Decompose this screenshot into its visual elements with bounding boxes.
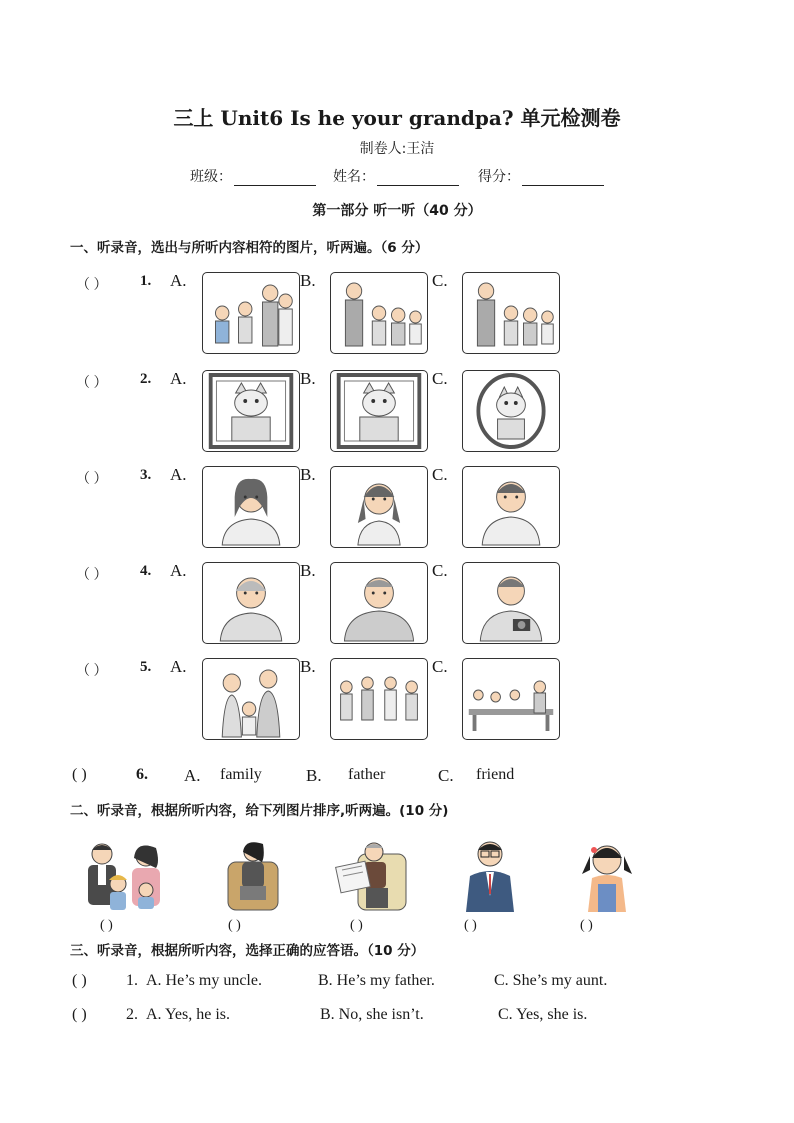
s3-q1-paren[interactable]: ( ): [72, 972, 87, 989]
s3-q2-option-a[interactable]: A. Yes, he is.: [146, 1006, 231, 1023]
q6-paren[interactable]: ( ): [72, 766, 87, 783]
girl-portrait-icon[interactable]: [330, 466, 428, 548]
name-blank[interactable]: [377, 171, 459, 186]
score-field[interactable]: [478, 166, 604, 186]
maker-line: 制卷人:王洁: [359, 141, 435, 157]
grandma-portrait-icon[interactable]: [202, 562, 300, 644]
boy-portrait-icon[interactable]: [462, 466, 560, 548]
q3-answer-blank[interactable]: （ ）: [76, 472, 108, 487]
q1-number: 1.: [140, 273, 152, 289]
section2-blank-4[interactable]: ( ): [464, 918, 477, 933]
s3-q2-option-b[interactable]: B. No, she isn’t.: [320, 1006, 424, 1023]
family-portrait-icon[interactable]: [202, 658, 300, 740]
s3-q2-num: 2.: [126, 1006, 138, 1023]
man-camera-icon[interactable]: [462, 562, 560, 644]
grandpa-portrait-icon[interactable]: [330, 562, 428, 644]
section2-blank-2[interactable]: ( ): [228, 918, 241, 933]
section2-heading: 二、听录音，根据所听内容，给下列图片排序,听两遍。(10 分): [70, 803, 449, 819]
score-label: 得分：: [478, 169, 520, 185]
q6-option-a-word[interactable]: family: [220, 766, 262, 783]
framed-cat-portrait-icon[interactable]: [202, 370, 300, 452]
q2-answer-blank[interactable]: （ ）: [76, 376, 108, 391]
q3-number: 3.: [140, 467, 152, 483]
group-kids-adults-icon[interactable]: [202, 272, 300, 354]
q4-answer-blank[interactable]: （ ）: [76, 568, 108, 583]
father-kids-icon[interactable]: [462, 272, 560, 354]
man-glasses-icon: [460, 836, 520, 914]
q6-option-b-letter: B.: [306, 766, 322, 785]
q2-option-c-letter: C.: [432, 369, 448, 388]
grandpa-newspaper-icon: [334, 836, 410, 914]
girl-icon: [576, 836, 638, 914]
q4-option-c-letter: C.: [432, 561, 448, 580]
q2-option-b-letter: B.: [300, 369, 316, 388]
oval-cat-portrait-icon[interactable]: [462, 370, 560, 452]
page-title: 三上 Unit6 Is he your grandpa? 单元检测卷: [173, 106, 621, 130]
friends-group-icon[interactable]: [330, 658, 428, 740]
score-blank[interactable]: [522, 171, 604, 186]
section1-heading: 一、听录音，选出与所听内容相符的图片，听两遍。（6 分）: [70, 240, 429, 256]
q5-answer-blank[interactable]: （ ）: [76, 664, 108, 679]
section2-blank-3[interactable]: ( ): [350, 918, 363, 933]
s3-q1-option-c[interactable]: C. She’s my aunt.: [494, 972, 608, 989]
s3-q1-option-b[interactable]: B. He’s my father.: [318, 972, 435, 989]
name-field[interactable]: [333, 166, 459, 186]
q3-option-b-letter: B.: [300, 465, 316, 484]
q4-option-a-letter: A.: [170, 561, 187, 580]
q1-option-a-letter: A.: [170, 271, 187, 290]
q1-option-b-letter: B.: [300, 271, 316, 290]
s3-q1-option-a[interactable]: A. He’s my uncle.: [146, 972, 262, 989]
q3-option-c-letter: C.: [432, 465, 448, 484]
q1-option-c-letter: C.: [432, 271, 448, 290]
q3-option-a-letter: A.: [170, 465, 187, 484]
s3-q1-num: 1.: [126, 972, 138, 989]
s3-q2-paren[interactable]: ( ): [72, 1006, 87, 1023]
section2-blank-1[interactable]: ( ): [100, 918, 113, 933]
section3-heading: 三、听录音，根据所听内容，选择正确的应答语。（10 分）: [70, 943, 425, 959]
q6-option-c-letter: C.: [438, 766, 454, 785]
q4-option-b-letter: B.: [300, 561, 316, 580]
q6-option-c-word[interactable]: friend: [476, 766, 515, 783]
q5-number: 5.: [140, 659, 152, 675]
q5-option-a-letter: A.: [170, 657, 187, 676]
q2-option-a-letter: A.: [170, 369, 187, 388]
q2-number: 2.: [140, 371, 152, 387]
section2-blank-5[interactable]: ( ): [580, 918, 593, 933]
framed-cat-portrait-icon[interactable]: [330, 370, 428, 452]
q6-num: 6.: [136, 766, 148, 783]
father-kids-icon[interactable]: [330, 272, 428, 354]
q1-answer-blank[interactable]: （ ）: [76, 278, 108, 293]
family-icon: [74, 838, 174, 914]
woman-portrait-icon[interactable]: [202, 466, 300, 548]
mother-chair-icon: [222, 836, 284, 914]
q4-number: 4.: [140, 563, 152, 579]
q5-option-b-letter: B.: [300, 657, 316, 676]
class-blank[interactable]: [234, 171, 316, 186]
part1-title: 第一部分 听一听（40 分）: [312, 203, 482, 219]
classroom-icon[interactable]: [462, 658, 560, 740]
name-label: 姓名：: [333, 169, 375, 185]
q6-option-b-word[interactable]: father: [348, 766, 386, 783]
q6-option-a-letter: A.: [184, 766, 201, 785]
class-label: 班级：: [190, 169, 232, 185]
s3-q2-option-c[interactable]: C. Yes, she is.: [498, 1006, 588, 1023]
q5-option-c-letter: C.: [432, 657, 448, 676]
class-field[interactable]: [190, 166, 316, 186]
